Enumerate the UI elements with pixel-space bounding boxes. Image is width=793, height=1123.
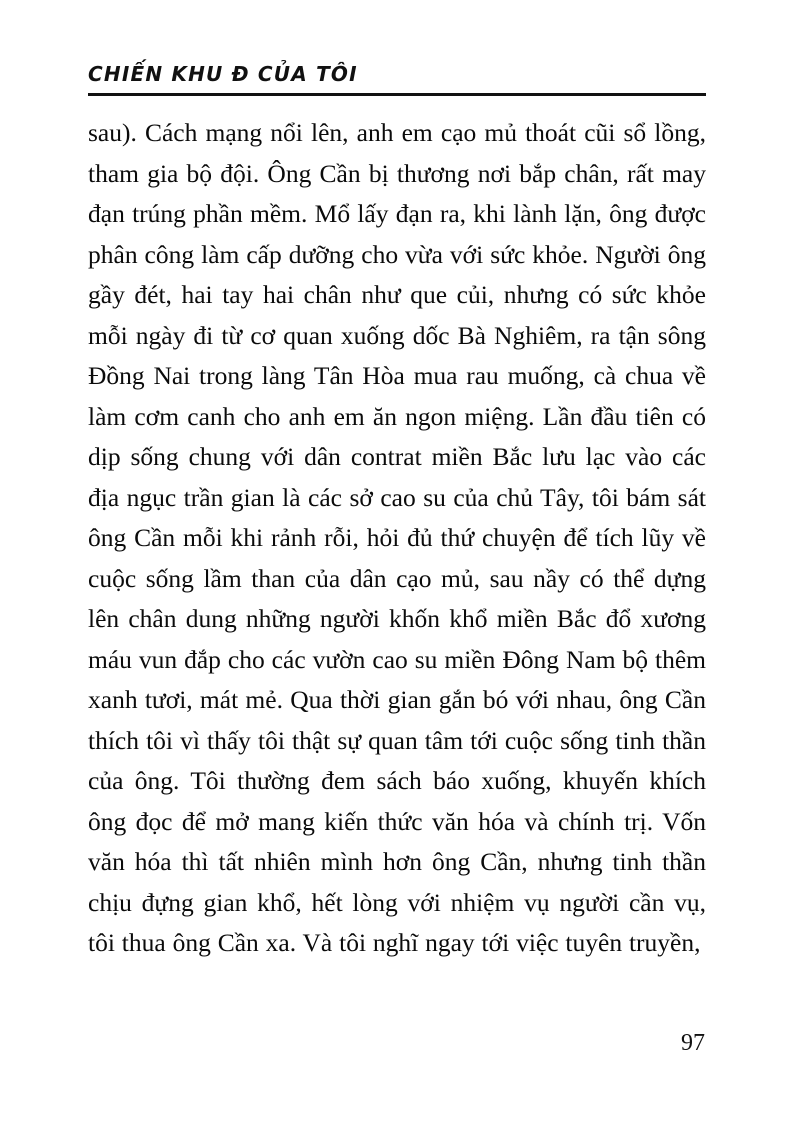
page-number: 97 [681, 1030, 705, 1056]
paragraph: sau). Cách mạng nổi lên, anh em cạo mủ thoát cũi sổ lồng, tham gia bộ đội. Ông Cần bị thương nơi bắp chân, rất may đạn trúng phần mềm. Mổ lấy đạn ra, khi lành lặn, ông được phân công làm cấp dưỡng cho vừa với sức khỏe. Người ông gầy đét, hai tay hai chân như que củi, nhưng có sức khỏe mỗi ngày đi từ cơ quan xuống dốc Bà Nghiêm, ra tận sông Đồng Nai trong làng Tân Hòa mua rau muống, cà chua về làm cơm canh cho anh em ăn ngon miệng. Lần đầu tiên có dịp sống chung với dân contrat miền Bắc lưu lạc vào các địa ngục trần gian là các sở cao su của chủ Tây, tôi bám sát ông Cần mỗi khi rảnh rỗi, hỏi đủ thứ chuyện để tích lũy về cuộc sống lầm than của dân cạo mủ, sau nầy có thể dựng lên chân dung những người khốn khổ miền Bắc đổ xương máu vun đắp cho các vườn cao su miền Đông Nam bộ thêm xanh tươi, mát mẻ. Qua thời gian gắn bó với nhau, ông Cần thích tôi vì thấy tôi thật sự quan tâm tới cuộc sống tinh thần của ông. Tôi thường đem sách báo xuống, khuyến khích ông đọc để mở mang kiến thức văn hóa và chính trị. Vốn văn hóa thì tất nhiên mình hơn ông Cần, nhưng tinh thần chịu đựng gian khổ, hết lòng với nhiệm vụ người cần vụ, tôi thua ông Cần xa. Và tôi nghĩ ngay tới việc tuyên truyền, [88, 118, 706, 957]
page-header [88, 62, 706, 96]
running-title: CHIẾN KHU Đ CỦA TÔI [88, 62, 358, 86]
body-text-block [88, 113, 706, 964]
header-divider [88, 93, 706, 96]
